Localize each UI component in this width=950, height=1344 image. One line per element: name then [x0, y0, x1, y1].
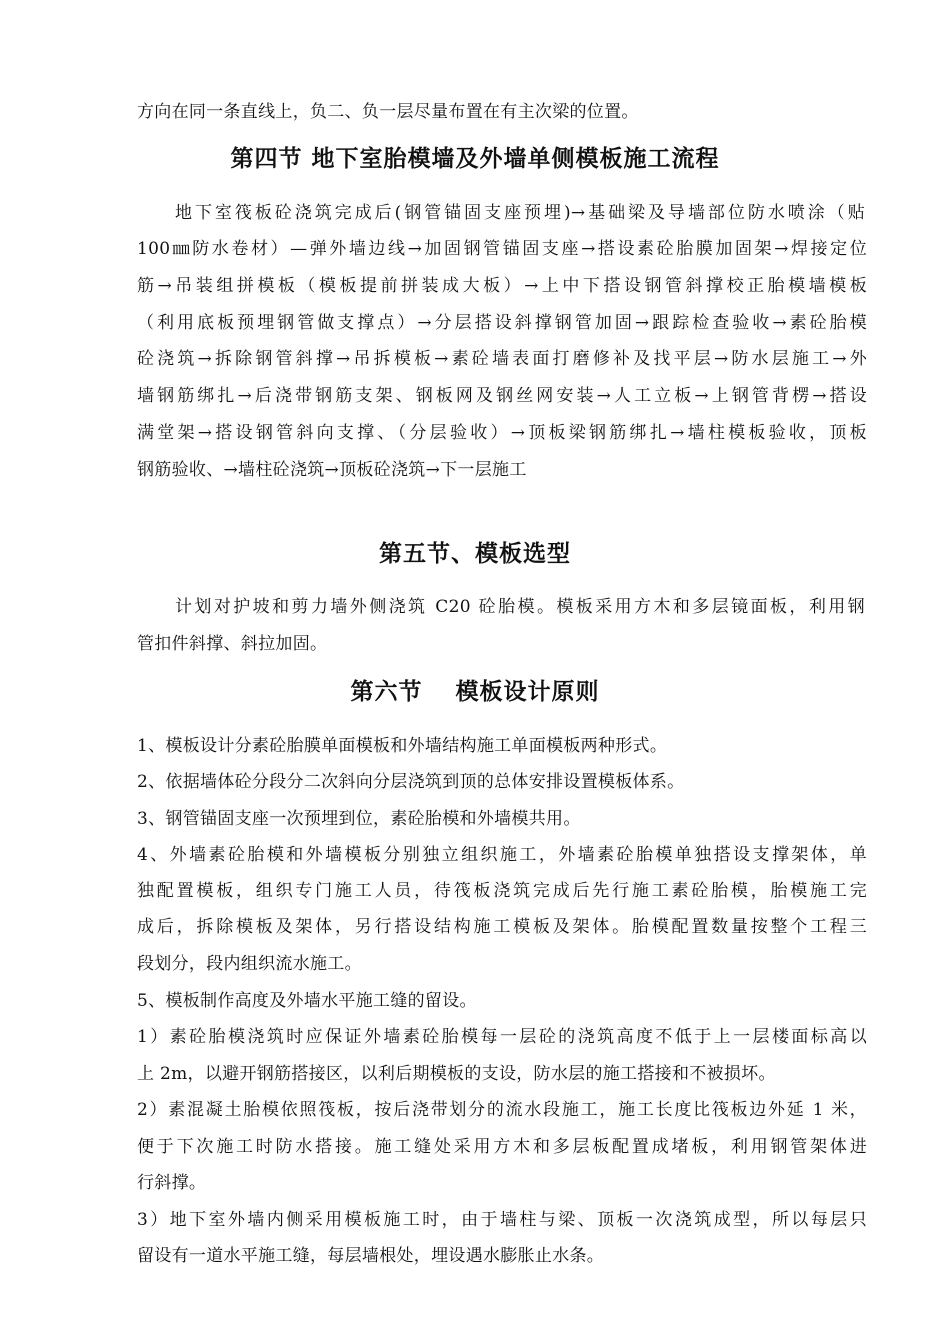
- section-4-paragraph-line: 墙钢筋绑扎→后浇带钢筋支架、钢板网及钢丝网安装→人工立板→上钢管背楞→搭设: [137, 386, 867, 406]
- continuation-text: 方向在同一条直线上，负二、负一层尽量布置在有主次梁的位置。: [137, 102, 639, 122]
- section-6-item-line: 上 2m，以避开钢筋搭接区，以利后期模板的支设，防水层的施工搭接和不被损坏。: [137, 1064, 776, 1084]
- section-6-item-line: 3）地下室外墙内侧采用模板施工时，由于墙柱与梁、顶板一次浇筑成型，所以每层只: [137, 1210, 867, 1230]
- section-6-item-line: 便于下次施工时防水搭接。施工缝处采用方木和多层板配置成堵板，利用钢管架体进: [137, 1137, 867, 1157]
- section-4-paragraph-line: 100㎜防水卷材）—弹外墙边线→加固钢管锚固支座→搭设素砼胎膜加固架→焊接定位: [137, 239, 867, 259]
- section-4-paragraph-line: 钢筋验收、→墙柱砼浇筑→顶板砼浇筑→下一层施工: [137, 460, 527, 480]
- section-6-title: 第六节 模板设计原则: [350, 679, 600, 705]
- section-6-item-line: 独配置模板，组织专门施工人员，待筏板浇筑完成后先行施工素砼胎模，胎模施工完: [137, 881, 867, 901]
- section-4-paragraph-line: 满堂架→搭设钢管斜向支撑、（分层验收）→顶板梁钢筋绑扎→墙柱模板验收，顶板: [137, 423, 867, 443]
- section-4-paragraph-line: 地下室筏板砼浇筑完成后(钢管锚固支座预埋)→基础梁及导墙部位防水喷涂（贴: [175, 203, 865, 223]
- section-6-item-line: 2、依据墙体砼分段分二次斜向分层浇筑到顶的总体安排设置模板体系。: [137, 772, 685, 792]
- section-6-item-line: 行斜撑。: [137, 1173, 207, 1193]
- section-4-paragraph-line: （利用底板预埋钢管做支撑点）→分层搭设斜撑钢管加固→跟踪检查验收→素砼胎模: [137, 313, 867, 333]
- section-5-title: 第五节、模板选型: [379, 541, 571, 567]
- section-6-item-line: 1）素砼胎模浇筑时应保证外墙素砼胎模每一层砼的浇筑高度不低于上一层楼面标高以: [137, 1027, 867, 1047]
- section-6-item-line: 3、钢管锚固支座一次预埋到位，素砼胎模和外墙模共用。: [137, 809, 581, 829]
- section-6-item-line: 4、外墙素砼胎模和外墙模板分别独立组织施工，外墙素砼胎模单独搭设支撑架体，单: [137, 845, 867, 865]
- section-6-item-line: 段划分，段内组织流水施工。: [137, 954, 362, 974]
- section-4-title: 第四节 地下室胎模墙及外墙单侧模板施工流程: [230, 146, 720, 172]
- section-4-paragraph-line: 筋→吊装组拼模板（模板提前拼装成大板）→上中下搭设钢管斜撑校正胎模墙模板: [137, 276, 867, 296]
- section-6-item-line: 成后，拆除模板及架体，另行搭设结构施工模板及架体。胎模配置数量按整个工程三: [137, 917, 867, 937]
- section-6-item-line: 1、模板设计分素砼胎膜单面模板和外墙结构施工单面模板两种形式。: [137, 736, 668, 756]
- section-6-item-line: 2）素混凝土胎模依照筏板，按后浇带划分的流水段施工，施工长度比筏板边外延 1 米，: [137, 1100, 867, 1120]
- section-5-paragraph-line: 管扣件斜撑、斜拉加固。: [137, 634, 328, 654]
- section-5-paragraph-line: 计划对护坡和剪力墙外侧浇筑 C20 砼胎模。模板采用方木和多层镜面板，利用钢: [175, 597, 865, 617]
- section-6-item-line: 留设有一道水平施工缝，每层墙根处，埋设遇水膨胀止水条。: [137, 1246, 605, 1266]
- section-4-paragraph-line: 砼浇筑→拆除钢管斜撑→吊拆模板→素砼墙表面打磨修补及找平层→防水层施工→外: [137, 349, 867, 369]
- section-6-item-line: 5、模板制作高度及外墙水平施工缝的留设。: [137, 991, 477, 1011]
